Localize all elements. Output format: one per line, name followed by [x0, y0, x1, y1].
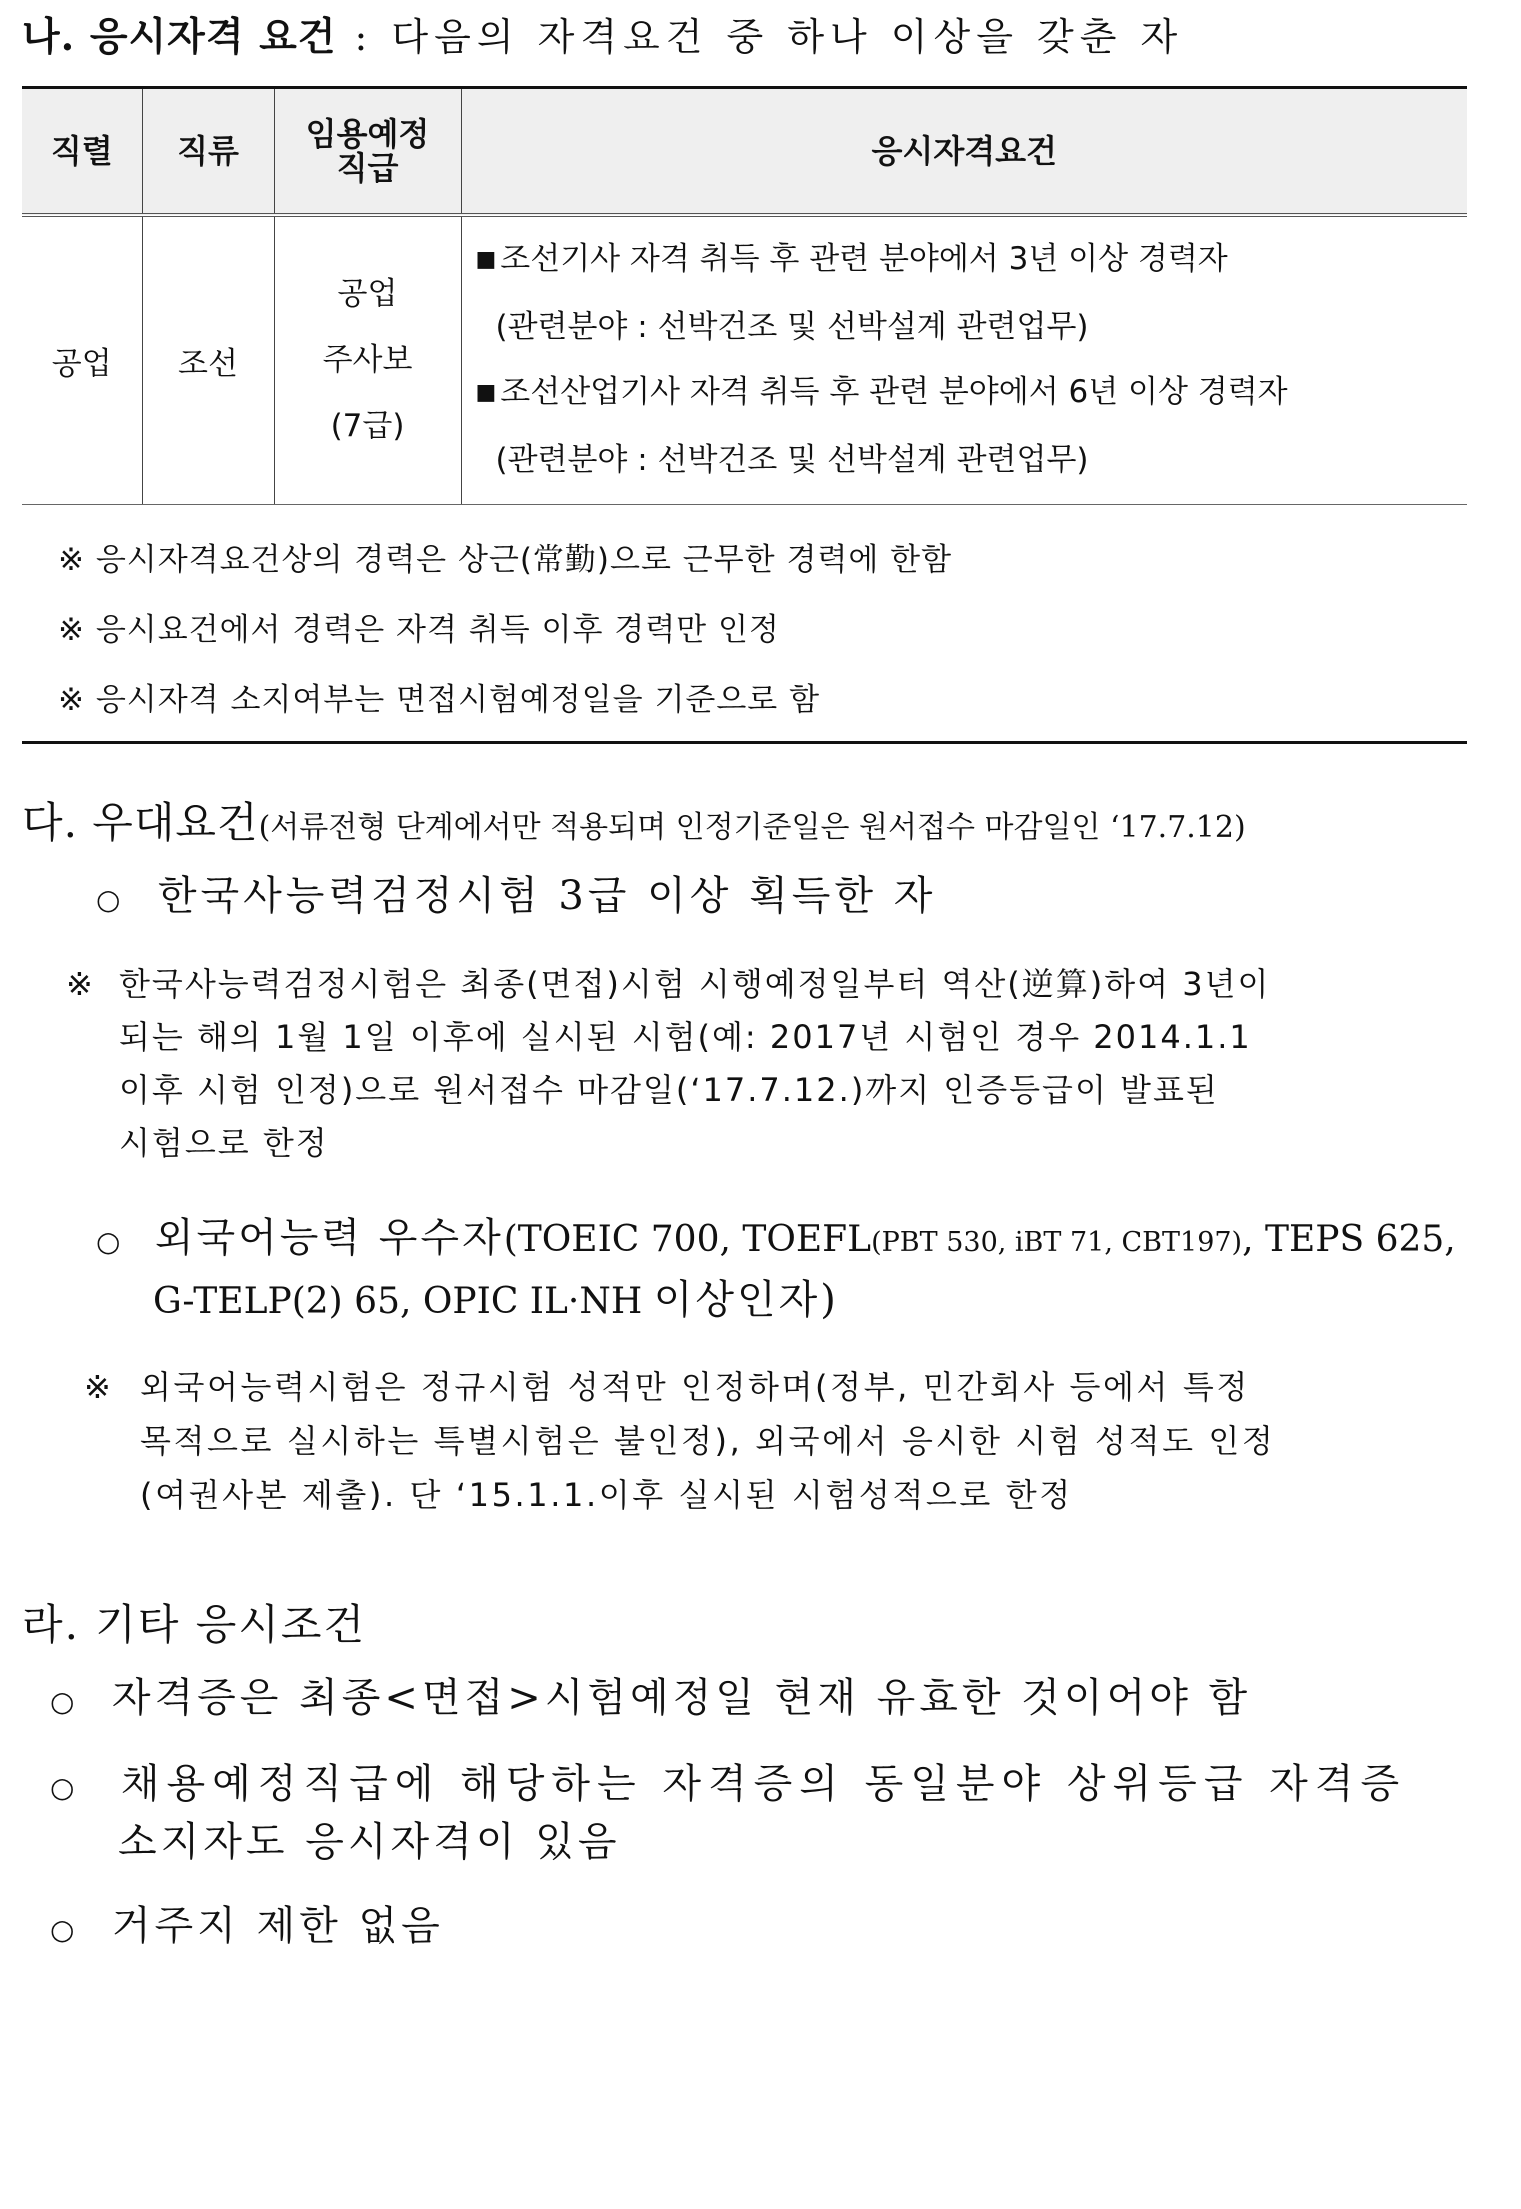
- note-da-2-line: 외국어능력시험은 정규시험 성적만 인정하며(정부, 민간회사 등에서 특정: [140, 1368, 1250, 1406]
- cell-grade: [274, 215, 461, 505]
- table-header-row: [22, 88, 1467, 215]
- preference-item-language-label: 외국어능력 우수자: [154, 1215, 504, 1261]
- note-da-1-line: 이후 시험 인정)으로 원서접수 마감일(‘17.7.12.)까지 인증등급이 발표된: [119, 1071, 1219, 1109]
- note-da-1-line: 한국사능력검정시험은 최종(면접)시험 시행예정일부터 역산(逆算)하여 3년이: [119, 965, 1271, 1003]
- header-grade-line1: 임용예정: [305, 114, 430, 153]
- circle-bullet-icon: ○: [50, 1771, 82, 1804]
- section-na-description: : 다음의 자격요건 중 하나 이상을 갖춘 자: [336, 15, 1184, 59]
- requirement-item: [476, 360, 1468, 428]
- note-da-2-mark: ※: [84, 1368, 113, 1406]
- note-na-3: ※ 응시자격 소지여부는 면접시험예정일을 기준으로 함: [58, 682, 821, 718]
- section-ra-heading: 라. 기타 응시조건: [22, 1600, 367, 1649]
- requirement-detail: (관련분야 : 선박건조 및 선박설계 관련업무): [495, 442, 1089, 479]
- circle-bullet-icon: ○: [96, 1225, 124, 1258]
- preference-item-language-gtelp: G-TELP(2) 65, OPIC IL·NH: [153, 1281, 654, 1322]
- preference-item-language-line2: [153, 1268, 839, 1325]
- section-na-heading: 나. 응시자격 요건: [22, 14, 337, 60]
- requirements-table: [22, 86, 1467, 505]
- requirement-item: [476, 227, 1468, 295]
- note-da-1-line: 시험으로 한정: [119, 1124, 329, 1162]
- header-series: 직렬: [22, 88, 142, 215]
- section-da-heading: 다. 우대요건: [22, 798, 259, 847]
- condition-item-residence: [50, 1894, 444, 1951]
- table-row: [22, 215, 1467, 505]
- cell-requirements: [461, 215, 1467, 505]
- condition-item-text: 채용예정직급에 해당하는 자격증의 동일분야 상위등급 자격증: [120, 1761, 1407, 1807]
- condition-item-text: 거주지 제한 없음: [111, 1903, 444, 1949]
- note-da-2-line: 목적으로 실시하는 특별시험은 불인정), 외국에서 응시한 시험 성적도 인정: [140, 1422, 1276, 1460]
- preference-item-text: 한국사능력검정시험 3급 이상 획득한 자: [157, 873, 937, 919]
- header-grade: [274, 88, 461, 215]
- preference-item-korean-history: [96, 864, 936, 921]
- preference-item-language-toefl-detail: (PBT 530, iBT 71, CBT197): [871, 1227, 1243, 1258]
- preference-item-language: [96, 1206, 1456, 1263]
- section-da-subtitle: (서류전형 단계에서만 적용되며 인정기준일은 원서접수 마감일인 ‘17.7.12): [258, 810, 1246, 845]
- circle-bullet-icon: ○: [50, 1685, 79, 1718]
- cell-grade-line2: 주사보: [322, 342, 413, 379]
- note-da-1: [119, 958, 1270, 1170]
- note-da-1-mark: ※: [66, 965, 95, 1003]
- cell-class: 조선: [142, 215, 274, 505]
- square-bullet-icon: ■: [475, 247, 497, 273]
- condition-item-higher-grade-cont: 소지자도 응시자격이 있음: [118, 1819, 621, 1865]
- square-bullet-icon: ■: [475, 380, 497, 406]
- condition-item-certificate: [50, 1666, 1251, 1723]
- note-da-2-line: (여권사본 제출). 단 ‘15.1.1.이후 실시된 시험성적으로 한정: [140, 1476, 1073, 1514]
- preference-item-language-end: 이상인자): [653, 1277, 839, 1323]
- section-da-title: [22, 790, 1246, 850]
- requirement-text: 조선기사 자격 취득 후 관련 분야에서 3년 이상 경력자: [500, 241, 1228, 278]
- header-class: 직류: [142, 88, 274, 215]
- header-requirements: 응시자격요건: [461, 88, 1467, 215]
- condition-item-higher-grade: [50, 1752, 1406, 1809]
- section-divider: [22, 741, 1467, 744]
- circle-bullet-icon: ○: [50, 1913, 79, 1946]
- cell-series: 공업: [22, 215, 142, 505]
- header-grade-line2: 직급: [336, 148, 399, 187]
- note-na-1: ※ 응시자격요건상의 경력은 상근(常勤)으로 근무한 경력에 한함: [58, 542, 953, 578]
- cell-grade-line3: (7급): [330, 408, 405, 445]
- note-na-2: ※ 응시요건에서 경력은 자격 취득 이후 경력만 인정: [58, 612, 780, 648]
- circle-bullet-icon: ○: [96, 883, 125, 916]
- note-da-1-line: 되는 해의 1월 1일 이후에 실시된 시험(예: 2017년 시험인 경우 2014.1.1: [119, 1018, 1252, 1056]
- requirement-text: 조선산업기사 자격 취득 후 관련 분야에서 6년 이상 경력자: [500, 374, 1288, 411]
- note-da-2: [140, 1360, 1275, 1522]
- condition-item-text: 자격증은 최종<면접>시험예정일 현재 유효한 것이어야 함: [111, 1675, 1252, 1721]
- requirement-detail: (관련분야 : 선박건조 및 선박설계 관련업무): [495, 309, 1089, 346]
- cell-grade-line1: 공업: [337, 276, 398, 313]
- section-na-title: [22, 6, 1183, 62]
- preference-item-language-teps: , TEPS 625,: [1242, 1219, 1456, 1260]
- preference-item-language-scores: (TOEIC 700, TOEFL: [503, 1219, 872, 1260]
